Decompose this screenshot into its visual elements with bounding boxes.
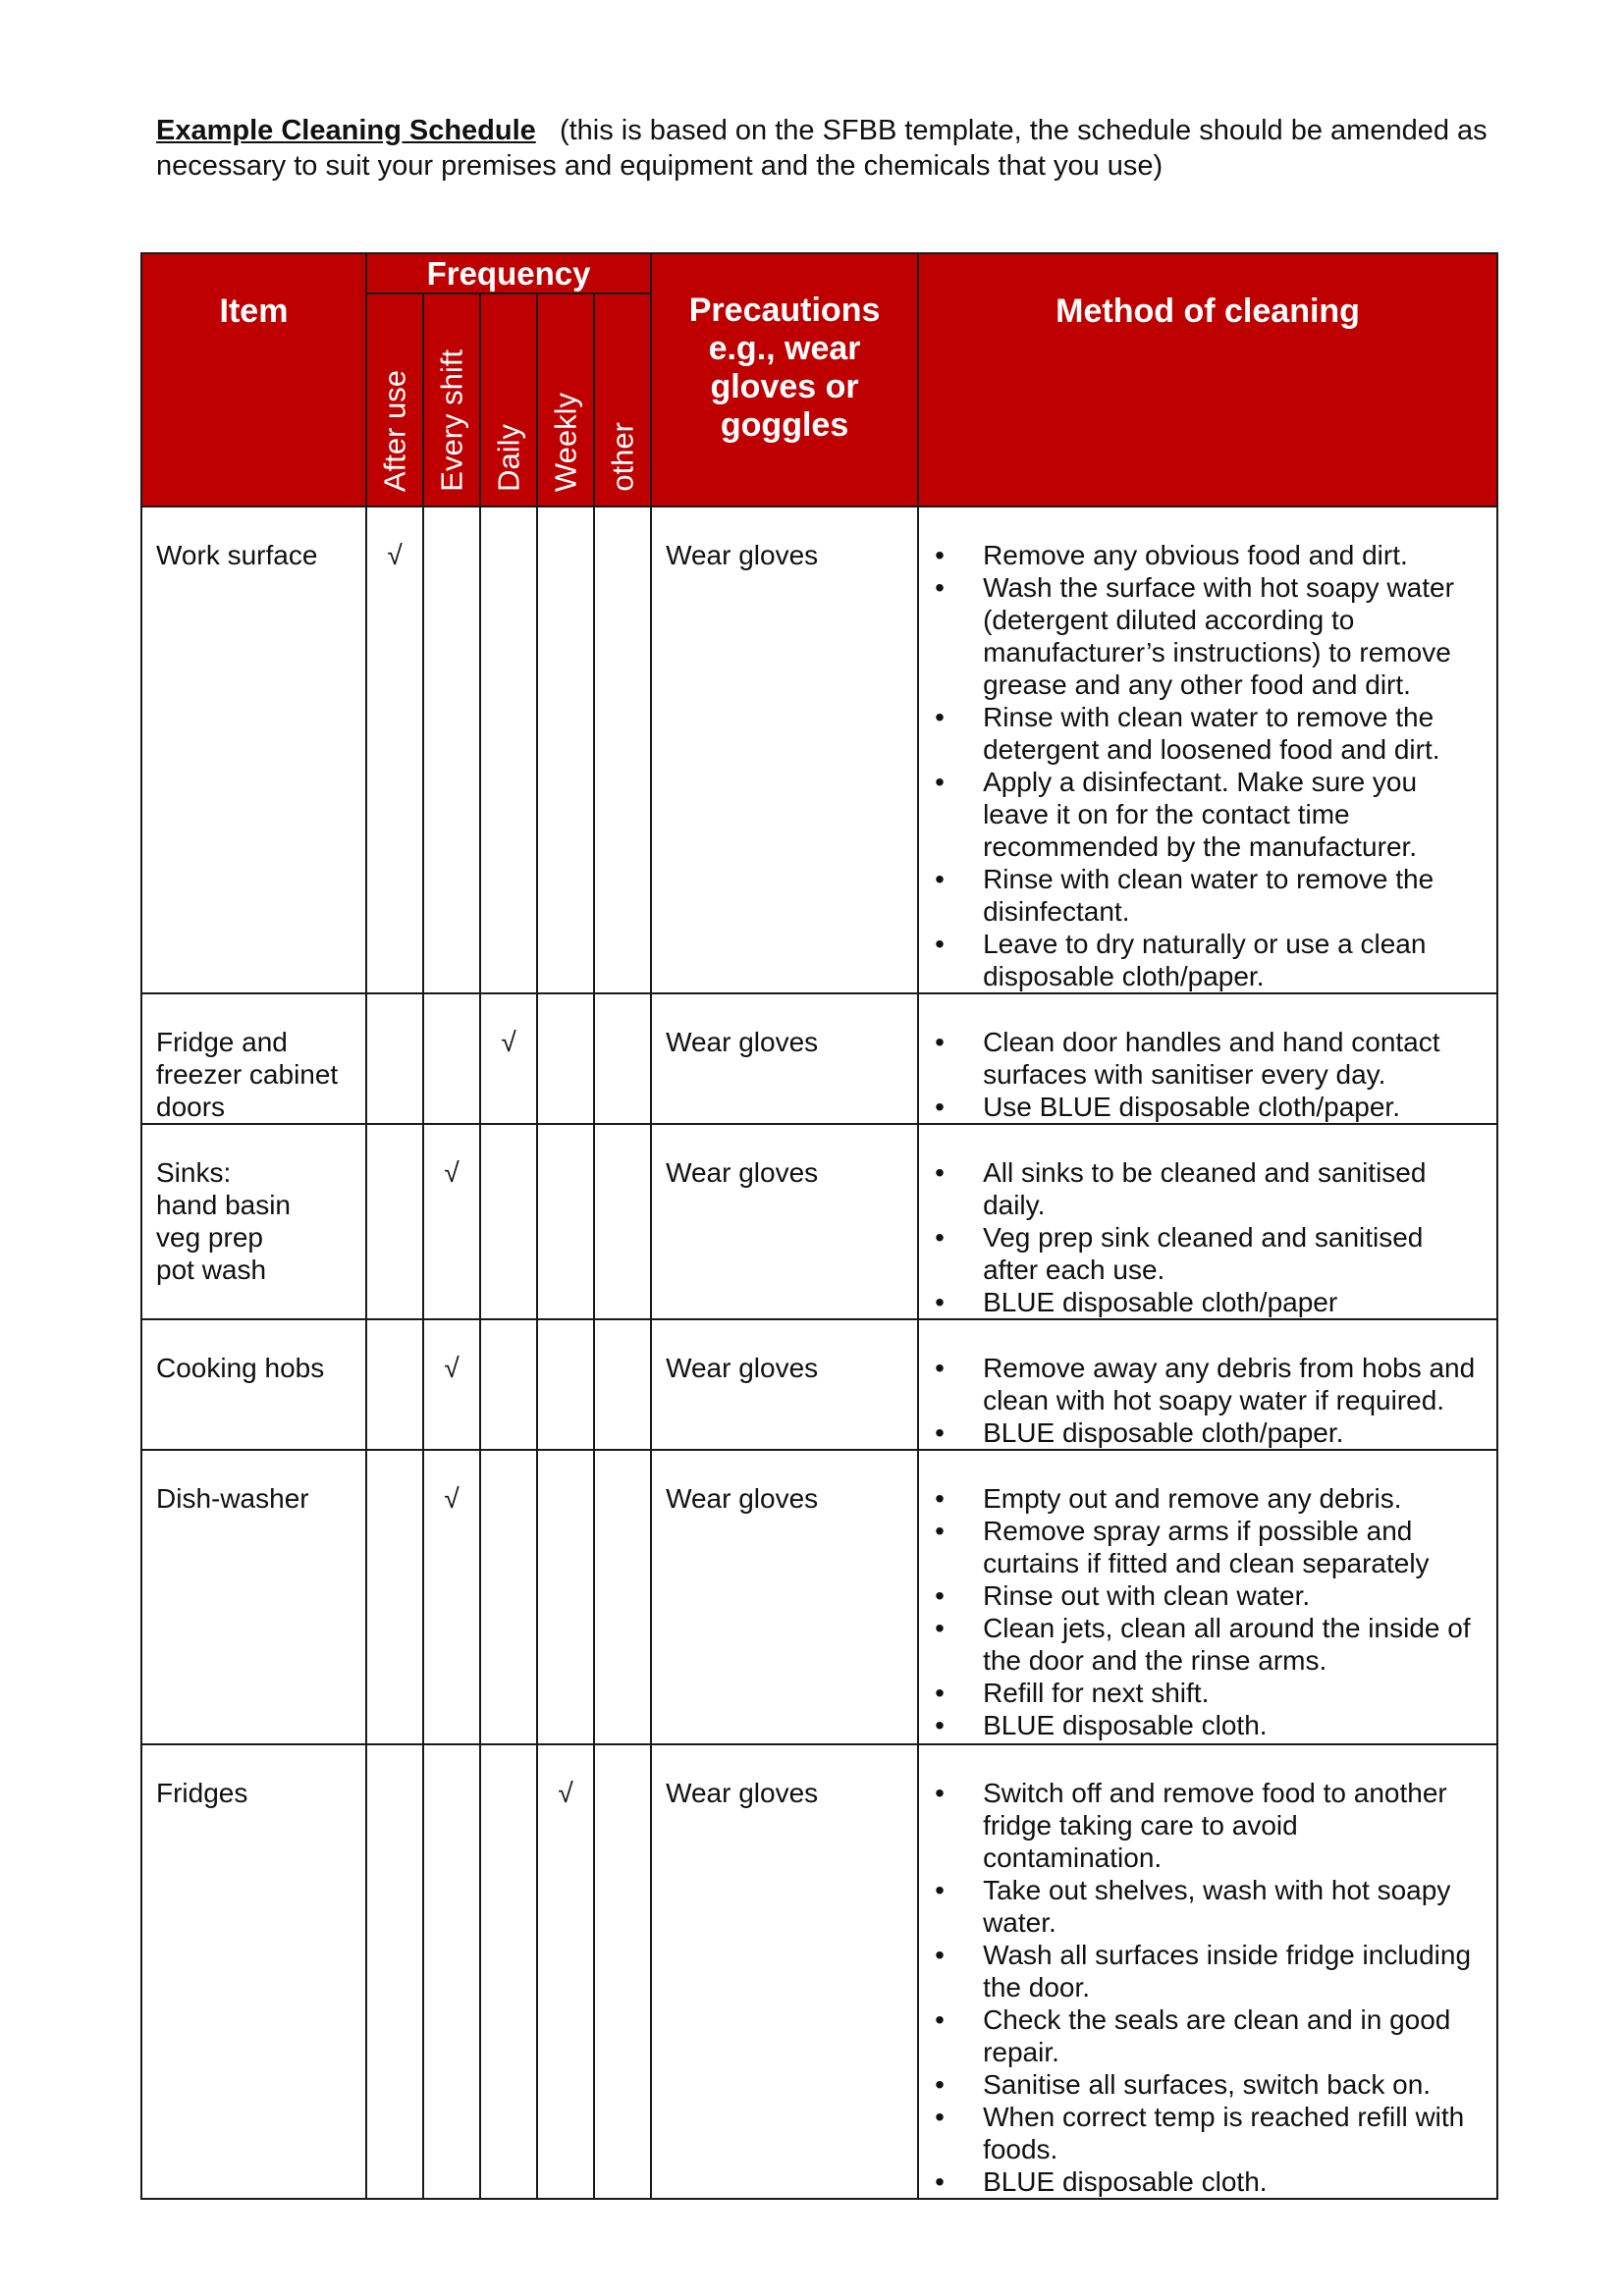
bullet-icon: •	[935, 2166, 945, 2197]
method-step-text: Empty out and remove any debris.	[983, 1483, 1402, 1514]
table-row	[141, 993, 1497, 1124]
item-cell: Fridges	[141, 1744, 366, 2199]
freq-col-after-use	[366, 294, 423, 507]
method-cell	[918, 1744, 1497, 2199]
method-steps-list	[929, 1352, 1483, 1449]
frequency-cell	[537, 507, 594, 993]
freq-col-weekly	[537, 294, 594, 507]
frequency-cell	[594, 1744, 651, 2199]
method-step	[929, 1709, 1483, 1741]
method-step-text: Wash all surfaces inside fridge including the door.	[983, 1940, 1472, 2002]
frequency-cell	[366, 507, 423, 993]
method-step	[929, 766, 1483, 863]
bullet-icon: •	[935, 1027, 945, 1057]
bullet-icon: •	[935, 1092, 945, 1122]
frequency-cell	[423, 1450, 480, 1744]
method-step-text: BLUE disposable cloth/paper.	[983, 1417, 1344, 1448]
frequency-cell	[480, 993, 537, 1124]
method-step-text: Remove away any debris from hobs and clean with hot soapy water if required.	[983, 1353, 1476, 1415]
freq-col-label: Weekly	[548, 392, 583, 492]
method-cell	[918, 507, 1497, 993]
frequency-cell	[537, 1450, 594, 1744]
bullet-icon: •	[935, 1157, 945, 1188]
bullet-icon: •	[935, 1353, 945, 1383]
frequency-cell	[366, 1124, 423, 1319]
frequency-cell	[594, 507, 651, 993]
method-step-text: Rinse out with clean water.	[983, 1580, 1311, 1611]
item-cell: Cooking hobs	[141, 1319, 366, 1450]
frequency-cell	[480, 1124, 537, 1319]
method-cell	[918, 1450, 1497, 1744]
method-step-text: Check the seals are clean and in good repair.	[983, 2004, 1451, 2067]
bullet-icon: •	[935, 1778, 945, 1808]
method-step	[929, 1579, 1483, 1612]
table-row	[141, 1450, 1497, 1744]
method-cell	[918, 993, 1497, 1124]
bullet-icon: •	[935, 1222, 945, 1253]
frequency-cell	[594, 1450, 651, 1744]
bullet-icon: •	[935, 1580, 945, 1611]
frequency-cell	[366, 993, 423, 1124]
frequency-cell	[423, 1319, 480, 1450]
tick-mark: √	[387, 540, 403, 570]
bullet-icon: •	[935, 2102, 945, 2132]
method-step	[929, 2165, 1483, 2198]
frequency-cell	[423, 993, 480, 1124]
frequency-cell	[366, 1744, 423, 2199]
method-step	[929, 1221, 1483, 1286]
method-step	[929, 571, 1483, 701]
method-step-text: Rinse with clean water to remove the disinfectant.	[983, 864, 1435, 927]
method-step-text: When correct temp is reached refill with foods.	[983, 2102, 1465, 2164]
freq-col-label: other	[605, 422, 640, 492]
method-step-text: Use BLUE disposable cloth/paper.	[983, 1092, 1400, 1122]
method-step-text: Clean jets, clean all around the inside of the door and the rinse arms.	[983, 1613, 1471, 1676]
bullet-icon: •	[935, 1678, 945, 1708]
method-step	[929, 1156, 1483, 1221]
method-step-text: Leave to dry naturally or use a clean disposable cloth/paper.	[983, 929, 1427, 991]
method-step	[929, 1939, 1483, 2003]
precautions-cell: Wear gloves	[651, 1450, 918, 1744]
method-step	[929, 1777, 1483, 1874]
freq-col-label: After use	[377, 369, 412, 492]
frequency-cell	[480, 1744, 537, 2199]
method-step	[929, 863, 1483, 928]
method-step-text: BLUE disposable cloth/paper	[983, 1287, 1338, 1317]
bullet-icon: •	[935, 2069, 945, 2100]
bullet-icon: •	[935, 572, 945, 603]
tick-mark: √	[444, 1353, 460, 1383]
method-step	[929, 1286, 1483, 1318]
precautions-cell: Wear gloves	[651, 1744, 918, 2199]
method-step	[929, 1026, 1483, 1091]
method-step	[929, 1612, 1483, 1677]
method-step-text: BLUE disposable cloth.	[983, 1710, 1268, 1740]
frequency-cell	[594, 1124, 651, 1319]
freq-col-label: Every shift	[434, 349, 469, 492]
method-step	[929, 1515, 1483, 1579]
method-step	[929, 2068, 1483, 2101]
header-precautions: Precautions e.g., wear gloves or goggles	[651, 253, 918, 507]
method-step-text: Wash the surface with hot soapy water (detergent diluted according to manufacturer’s instructions) to remove grease and any other food and dirt.	[983, 572, 1454, 700]
intro-paragraph	[156, 113, 1511, 184]
bullet-icon: •	[935, 2004, 945, 2035]
tick-mark: √	[444, 1483, 460, 1514]
frequency-cell	[594, 993, 651, 1124]
item-cell: Sinks: hand basin veg prep pot wash	[141, 1124, 366, 1319]
method-steps-list	[929, 539, 1483, 992]
method-step	[929, 928, 1483, 992]
method-step-text: Remove any obvious food and dirt.	[983, 540, 1408, 570]
bullet-icon: •	[935, 1613, 945, 1643]
method-step	[929, 2101, 1483, 2165]
method-step	[929, 1482, 1483, 1515]
method-step-text: Rinse with clean water to remove the detergent and loosened food and dirt.	[983, 702, 1440, 765]
method-step-text: Sanitise all surfaces, switch back on.	[983, 2069, 1432, 2100]
method-steps-list	[929, 1777, 1483, 2198]
item-cell: Fridge and freezer cabinet doors	[141, 993, 366, 1124]
table-row	[141, 1319, 1497, 1450]
frequency-cell	[537, 1124, 594, 1319]
table-row	[141, 507, 1497, 993]
method-step	[929, 539, 1483, 571]
bullet-icon: •	[935, 1516, 945, 1546]
frequency-cell	[537, 1319, 594, 1450]
method-step-text: Apply a disinfectant. Make sure you leave it on for the contact time recommended by the manufacturer.	[983, 767, 1418, 862]
bullet-icon: •	[935, 1417, 945, 1448]
frequency-cell	[423, 507, 480, 993]
table-row	[141, 1744, 1497, 2199]
method-step	[929, 1677, 1483, 1709]
method-step-text: BLUE disposable cloth.	[983, 2166, 1268, 2197]
frequency-cell	[537, 1744, 594, 2199]
method-step-text: Veg prep sink cleaned and sanitised after each use.	[983, 1222, 1424, 1285]
cleaning-schedule-table	[140, 252, 1498, 2200]
bullet-icon: •	[935, 1875, 945, 1905]
precautions-cell: Wear gloves	[651, 507, 918, 993]
method-step	[929, 701, 1483, 766]
bullet-icon: •	[935, 767, 945, 797]
frequency-cell	[594, 1319, 651, 1450]
freq-col-daily	[480, 294, 537, 507]
method-cell	[918, 1124, 1497, 1319]
frequency-cell	[480, 1319, 537, 1450]
header-method: Method of cleaning	[918, 253, 1497, 507]
method-step-text: All sinks to be cleaned and sanitised daily.	[983, 1157, 1427, 1220]
header-item: Item	[141, 253, 366, 507]
bullet-icon: •	[935, 1483, 945, 1514]
frequency-cell	[366, 1319, 423, 1450]
bullet-icon: •	[935, 1940, 945, 1970]
intro-note: (this is based on the SFBB template, the schedule should be amended as necessary to suit your premises and equipment and the chemicals that you use)	[156, 115, 1488, 182]
method-steps-list	[929, 1156, 1483, 1318]
precautions-cell: Wear gloves	[651, 993, 918, 1124]
bullet-icon: •	[935, 864, 945, 894]
frequency-cell	[537, 993, 594, 1124]
method-step-text: Refill for next shift.	[983, 1678, 1210, 1708]
tick-mark: √	[444, 1157, 460, 1188]
precautions-cell: Wear gloves	[651, 1124, 918, 1319]
frequency-cell	[480, 507, 537, 993]
bullet-icon: •	[935, 1287, 945, 1317]
method-step	[929, 1091, 1483, 1123]
method-step-text: Clean door handles and hand contact surfaces with sanitiser every day.	[983, 1027, 1440, 1090]
method-step-text: Remove spray arms if possible and curtains if fitted and clean separately	[983, 1516, 1430, 1578]
bullet-icon: •	[935, 1710, 945, 1740]
method-step-text: Take out shelves, wash with hot soapy water.	[983, 1875, 1451, 1938]
method-steps-list	[929, 1026, 1483, 1123]
freq-col-label: Daily	[491, 424, 526, 492]
item-cell: Work surface	[141, 507, 366, 993]
method-step	[929, 2003, 1483, 2068]
method-step-text: Switch off and remove food to another fridge taking care to avoid contamination.	[983, 1778, 1447, 1873]
tick-mark: √	[558, 1778, 573, 1808]
method-step	[929, 1416, 1483, 1449]
bullet-icon: •	[935, 540, 945, 570]
frequency-cell	[480, 1450, 537, 1744]
freq-col-other	[594, 294, 651, 507]
frequency-cell	[366, 1450, 423, 1744]
method-step	[929, 1874, 1483, 1939]
frequency-cell	[423, 1744, 480, 2199]
item-cell: Dish-washer	[141, 1450, 366, 1744]
method-cell	[918, 1319, 1497, 1450]
freq-col-every-shift	[423, 294, 480, 507]
document-title: Example Cleaning Schedule	[156, 115, 536, 146]
method-step	[929, 1352, 1483, 1416]
method-steps-list	[929, 1482, 1483, 1741]
bullet-icon: •	[935, 702, 945, 732]
header-frequency: Frequency	[366, 253, 651, 294]
tick-mark: √	[501, 1027, 516, 1057]
header-row	[141, 253, 1497, 294]
bullet-icon: •	[935, 929, 945, 959]
precautions-cell: Wear gloves	[651, 1319, 918, 1450]
table-row	[141, 1124, 1497, 1319]
frequency-cell	[423, 1124, 480, 1319]
